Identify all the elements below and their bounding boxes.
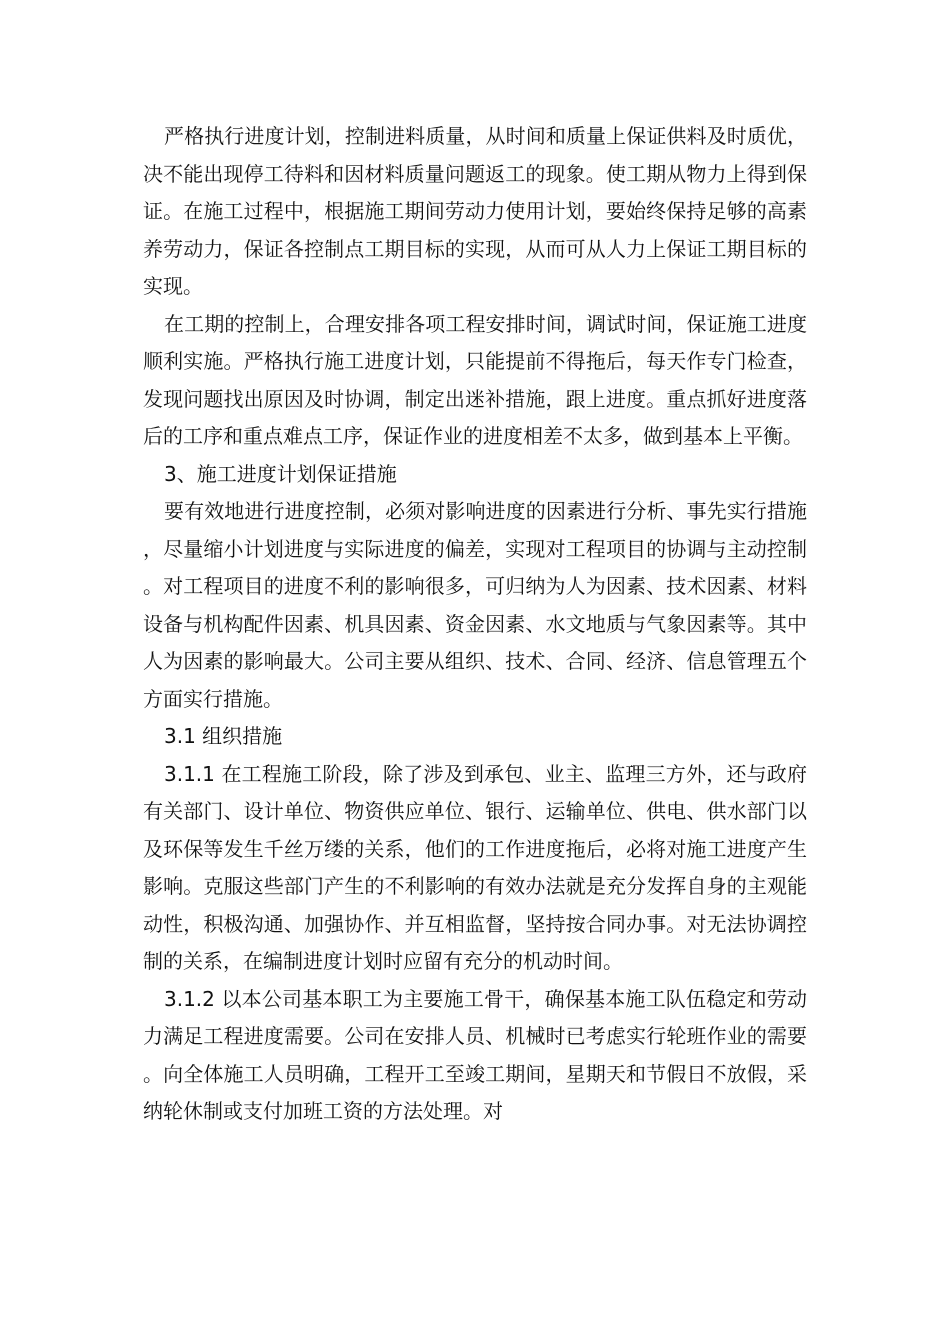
section-heading-3: 3、施工进度计划保证措施	[164, 461, 397, 486]
paragraph-schedule-control: 在工期的控制上，合理安排各项工程安排时间，调试时间，保证施工进度顺利实施。严格执行施工进度计划，只能提前不得拖后，每天作专门检查，发现问题找出原因及时协调，制定出迷补措施，跟上进度。重点抓好进度落后的工序和重点难点工序，保证作业的进度相差不太多，做到基本上平衡。	[143, 311, 807, 448]
paragraph-3-1-1: 3.1.1 在工程施工阶段，除了涉及到承包、业主、监理三方外，还与政府有关部门、设计单位、物资供应单位、银行、运输单位、供电、供水部门以及环保等发生千丝万缕的关系，他们的工作进度拖后，必将对施工进度产生影响。克服这些部门产生的不利影响的有效办法就是充分发挥自身的主观能动性，积极沟通、加强协作、并互相监督，坚持按合同办事。对无法协调控制的关系，在编制进度计划时应留有充分的机动时间。	[143, 761, 807, 973]
section-heading-3-1: 3.1 组织措施	[164, 724, 283, 748]
paragraph-3-1-2: 3.1.2 以本公司基本职工为主要施工骨干，确保基本施工队伍稳定和劳动力满足工程进度需要。公司在安排人员、机械时已考虑实行轮班作业的需要。向全体施工人员明确，工程开工至竣工期间，星期天和节假日不放假，采纳轮休制或支付加班工资的方法处理。对	[143, 986, 807, 1123]
document-body	[143, 118, 807, 1131]
paragraph-material-supply: 严格执行进度计划，控制进料质量，从时间和质量上保证供料及时质优，决不能出现停工待料和因材料质量问题返工的现象。使工期从物力上得到保证。在施工过程中，根据施工期间劳动力使用计划，要始终保持足够的高素养劳动力，保证各控制点工期目标的实现，从而可从人力上保证工期目标的实现。	[143, 124, 807, 298]
paragraph-progress-factors: 要有效地进行进度控制，必须对影响进度的因素进行分析、事先实行措施，尽量缩小计划进度与实际进度的偏差，实现对工程项目的协调与主动控制。对工程项目的进度不利的影响很多，可归纳为人为因素、技术因素、材料设备与机构配件因素、机具因素、资金因素、水文地质与气象因素等。其中人为因素的影响最大。公司主要从组织、技术、合同、经济、信息管理五个方面实行措施。	[143, 499, 807, 711]
